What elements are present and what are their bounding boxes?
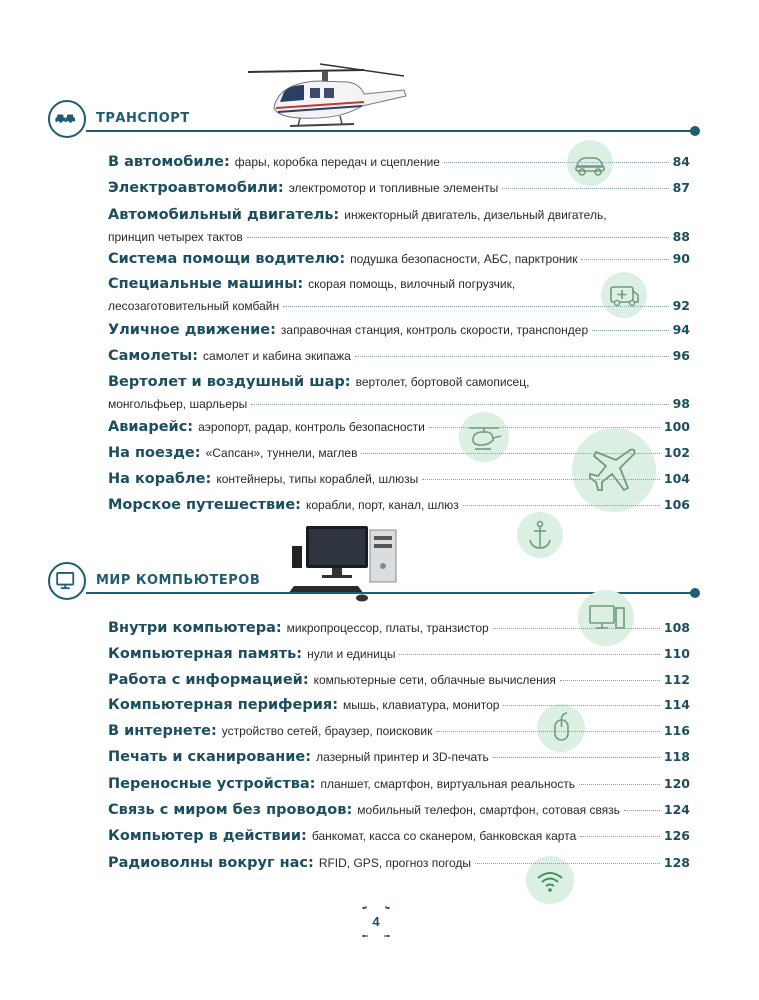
page-ref: 124 xyxy=(663,802,690,817)
page-ref: 110 xyxy=(663,646,690,661)
toc-entry[interactable]: Работа с информацией: компьютерные сети, облачные вычисления 112 xyxy=(108,672,690,688)
toc-entry[interactable]: Компьютерная память: нули и единицы 110 xyxy=(108,646,690,662)
toc-entry[interactable]: Морское путешествие: корабли, порт, канал, шлюз 106 xyxy=(108,497,690,513)
toc-entry[interactable]: Связь с миром без проводов: мобильный телефон, смартфон, сотовая связь 124 xyxy=(108,802,690,818)
toc-entry[interactable]: Компьютер в действии: банкомат, касса со сканером, банковская карта 126 xyxy=(108,828,690,844)
page-ref: 108 xyxy=(663,620,690,635)
toc-entry[interactable]: На корабле: контейнеры, типы кораблей, шлюзы 104 xyxy=(108,471,690,487)
section-rule-dot xyxy=(690,126,700,136)
toc-entry[interactable]: Радиоволны вокруг нас: RFID, GPS, прогноз погоды 128 xyxy=(108,855,690,871)
section-rule-dot xyxy=(690,588,700,598)
page-ref: 102 xyxy=(663,445,690,460)
page-ref: 128 xyxy=(663,855,690,870)
page-ref: 104 xyxy=(663,471,690,486)
page-ref: 88 xyxy=(672,229,690,244)
toc-entry[interactable]: Уличное движение: заправочная станция, контроль скорости, транспондер 94 xyxy=(108,322,690,338)
page-ref: 100 xyxy=(663,419,690,434)
page-ref: 96 xyxy=(672,348,690,363)
toc-entry[interactable]: Специальные машины: скорая помощь, вилочный погрузчик, лесозаготовительный комбайн 92 xyxy=(108,276,690,313)
toc-entry[interactable]: Электроавтомобили: электромотор и топливные элементы 87 xyxy=(108,180,690,196)
page-ref: 90 xyxy=(672,251,690,266)
toc-entry[interactable]: Система помощи водителю: подушка безопасности, АБС, парктроник 90 xyxy=(108,251,690,267)
section-title: МИР КОМПЬЮТЕРОВ xyxy=(96,573,261,588)
page-ref: 118 xyxy=(663,749,690,764)
cars-icon xyxy=(48,100,86,138)
toc-entry[interactable]: Внутри компьютера: микропроцессор, платы, транзистор 108 xyxy=(108,620,690,636)
toc-entry[interactable]: На поезде: «Сапсан», туннели, маглев 102 xyxy=(108,445,690,461)
toc-entry[interactable]: Вертолет и воздушный шар: вертолет, бортовой самописец, монгольфьер, шарльеры 98 xyxy=(108,374,690,411)
page-ref: 116 xyxy=(663,723,690,738)
toc-entry[interactable]: В интернете: устройство сетей, браузер, поисковик 116 xyxy=(108,723,690,739)
toc-entry[interactable]: Авиарейс: аэропорт, радар, контроль безопасности 100 xyxy=(108,419,690,435)
section-rule xyxy=(86,130,692,132)
page-ref: 98 xyxy=(672,396,690,411)
toc-entry[interactable]: В автомобиле: фары, коробка передач и сцепление 84 xyxy=(108,154,690,170)
section-header-transport xyxy=(48,100,700,140)
anchor-icon xyxy=(517,512,563,558)
toc-entry[interactable]: Печать и сканирование: лазерный принтер и 3D-печать 118 xyxy=(108,749,690,765)
page-ref: 92 xyxy=(672,298,690,313)
toc-entry[interactable]: Переносные устройства: планшет, смартфон, виртуальная реальность 120 xyxy=(108,776,690,792)
toc-entry[interactable]: Компьютерная периферия: мышь, клавиатура, монитор 114 xyxy=(108,697,690,713)
page-number: 4 xyxy=(360,906,392,938)
page-ref: 87 xyxy=(672,180,690,195)
page-ref: 94 xyxy=(672,322,690,337)
page-ref: 126 xyxy=(663,828,690,843)
page-ref: 106 xyxy=(663,497,690,512)
toc-entry[interactable]: Самолеты: самолет и кабина экипажа 96 xyxy=(108,348,690,364)
desktop-computer-icon xyxy=(578,590,634,646)
toc-entry[interactable]: Автомобильный двигатель: инжекторный двигатель, дизельный двигатель, принцип четырех тактов 88 xyxy=(108,207,690,244)
page-ref: 120 xyxy=(663,776,690,791)
page-ref: 84 xyxy=(672,154,690,169)
page-ref: 112 xyxy=(663,672,690,687)
monitor-icon xyxy=(48,562,86,600)
page-ref: 114 xyxy=(663,697,690,712)
section-title: ТРАНСПОРТ xyxy=(96,111,190,126)
